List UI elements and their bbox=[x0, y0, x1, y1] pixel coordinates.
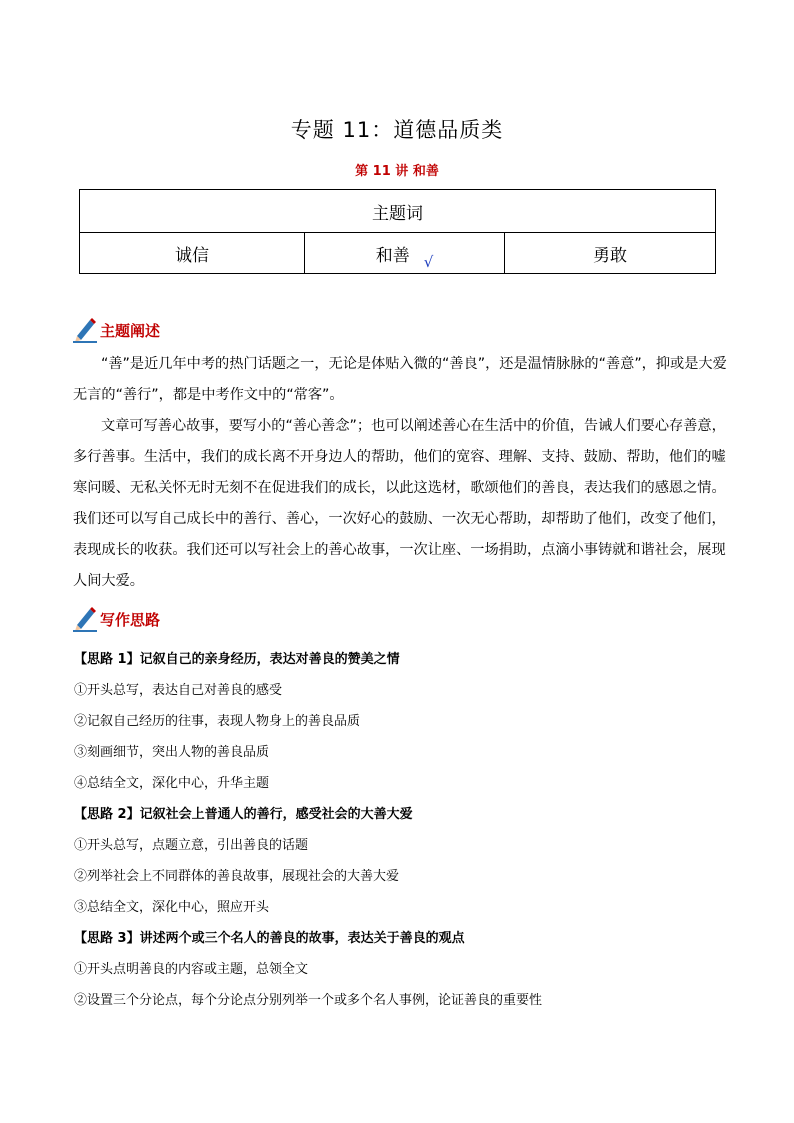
idea-2-step-1: ①开头总写，点题立意，引出善良的话题 bbox=[74, 838, 309, 853]
idea-1-step-1: ①开头总写，表达自己对善良的感受 bbox=[74, 683, 283, 698]
section-title-writing: 写作思路 bbox=[100, 610, 161, 629]
section-header-theme bbox=[73, 316, 160, 344]
idea-3-step-1: ①开头点明善良的内容或主题，总领全文 bbox=[74, 962, 309, 977]
idea-2-step-2: ②列举社会上不同群体的善良故事，展现社会的大善大爱 bbox=[74, 869, 400, 884]
topic-table-heading: 主题词 bbox=[80, 190, 716, 233]
topic-cell-kindness bbox=[305, 233, 505, 274]
idea-3-step-2: ②设置三个分论点，每个分论点分别列举一个或多个名人事例，论证善良的重要性 bbox=[74, 993, 543, 1008]
theme-paragraph-1: “善”是近几年中考的热门话题之一，无论是体贴入微的“善良”，还是温情脉脉的“善意”，抑或是大爱无言的“善行”，都是中考作文中的“常客”。 bbox=[73, 356, 727, 403]
section-header-writing bbox=[73, 605, 160, 633]
topic-cell-kindness-label: 和善 bbox=[375, 245, 410, 266]
lesson-subtitle: 第 11 讲 和善 bbox=[355, 164, 439, 179]
theme-paragraph-2: 文章可写善心故事，要写小的“善心善念”；也可以阐述善心在生活中的价值，告诫人们要心存善意，多行善事。生活中，我们的成长离不开身边人的帮助，他们的宽容、理解、支持、鼓励、帮助，他们的嘘寒问暖、无私关怀无时无刻不在促进我们的成长，以此这选材，歌颂他们的善良，表达我们的感恩之情。我们还可以写自己成长中的善行、善心，一次好心的鼓励、一次无心帮助，却帮助了他们，改变了他们，表现成长的收获。我们还可以写社会上的善心故事，一次让座、一场捐助，点滴小事铸就和谐社会，展现人间大爱。 bbox=[73, 418, 726, 589]
page-title: 专题 11：道德品质类 bbox=[290, 118, 504, 142]
check-mark-icon: √ bbox=[423, 252, 434, 271]
idea-2-step-3: ③总结全文，深化中心，照应开头 bbox=[74, 900, 270, 915]
topic-cell-courage: 勇敢 bbox=[505, 233, 716, 274]
topic-cell-honesty: 诚信 bbox=[80, 233, 305, 274]
idea-2-heading: 【思路 2】记叙社会上普通人的善行，感受社会的大善大爱 bbox=[74, 807, 413, 822]
pencil-icon bbox=[73, 317, 97, 343]
idea-1-heading: 【思路 1】记叙自己的亲身经历，表达对善良的赞美之情 bbox=[74, 652, 400, 667]
idea-1-step-4: ④总结全文，深化中心，升华主题 bbox=[74, 776, 270, 791]
topic-table bbox=[79, 189, 716, 274]
section-title-theme: 主题阐述 bbox=[100, 321, 161, 340]
idea-3-heading: 【思路 3】讲述两个或三个名人的善良的故事，表达关于善良的观点 bbox=[74, 931, 465, 946]
idea-1-step-2: ②记叙自己经历的往事，表现人物身上的善良品质 bbox=[74, 714, 361, 729]
pencil-icon bbox=[73, 606, 97, 632]
idea-1-step-3: ③刻画细节，突出人物的善良品质 bbox=[74, 745, 270, 760]
